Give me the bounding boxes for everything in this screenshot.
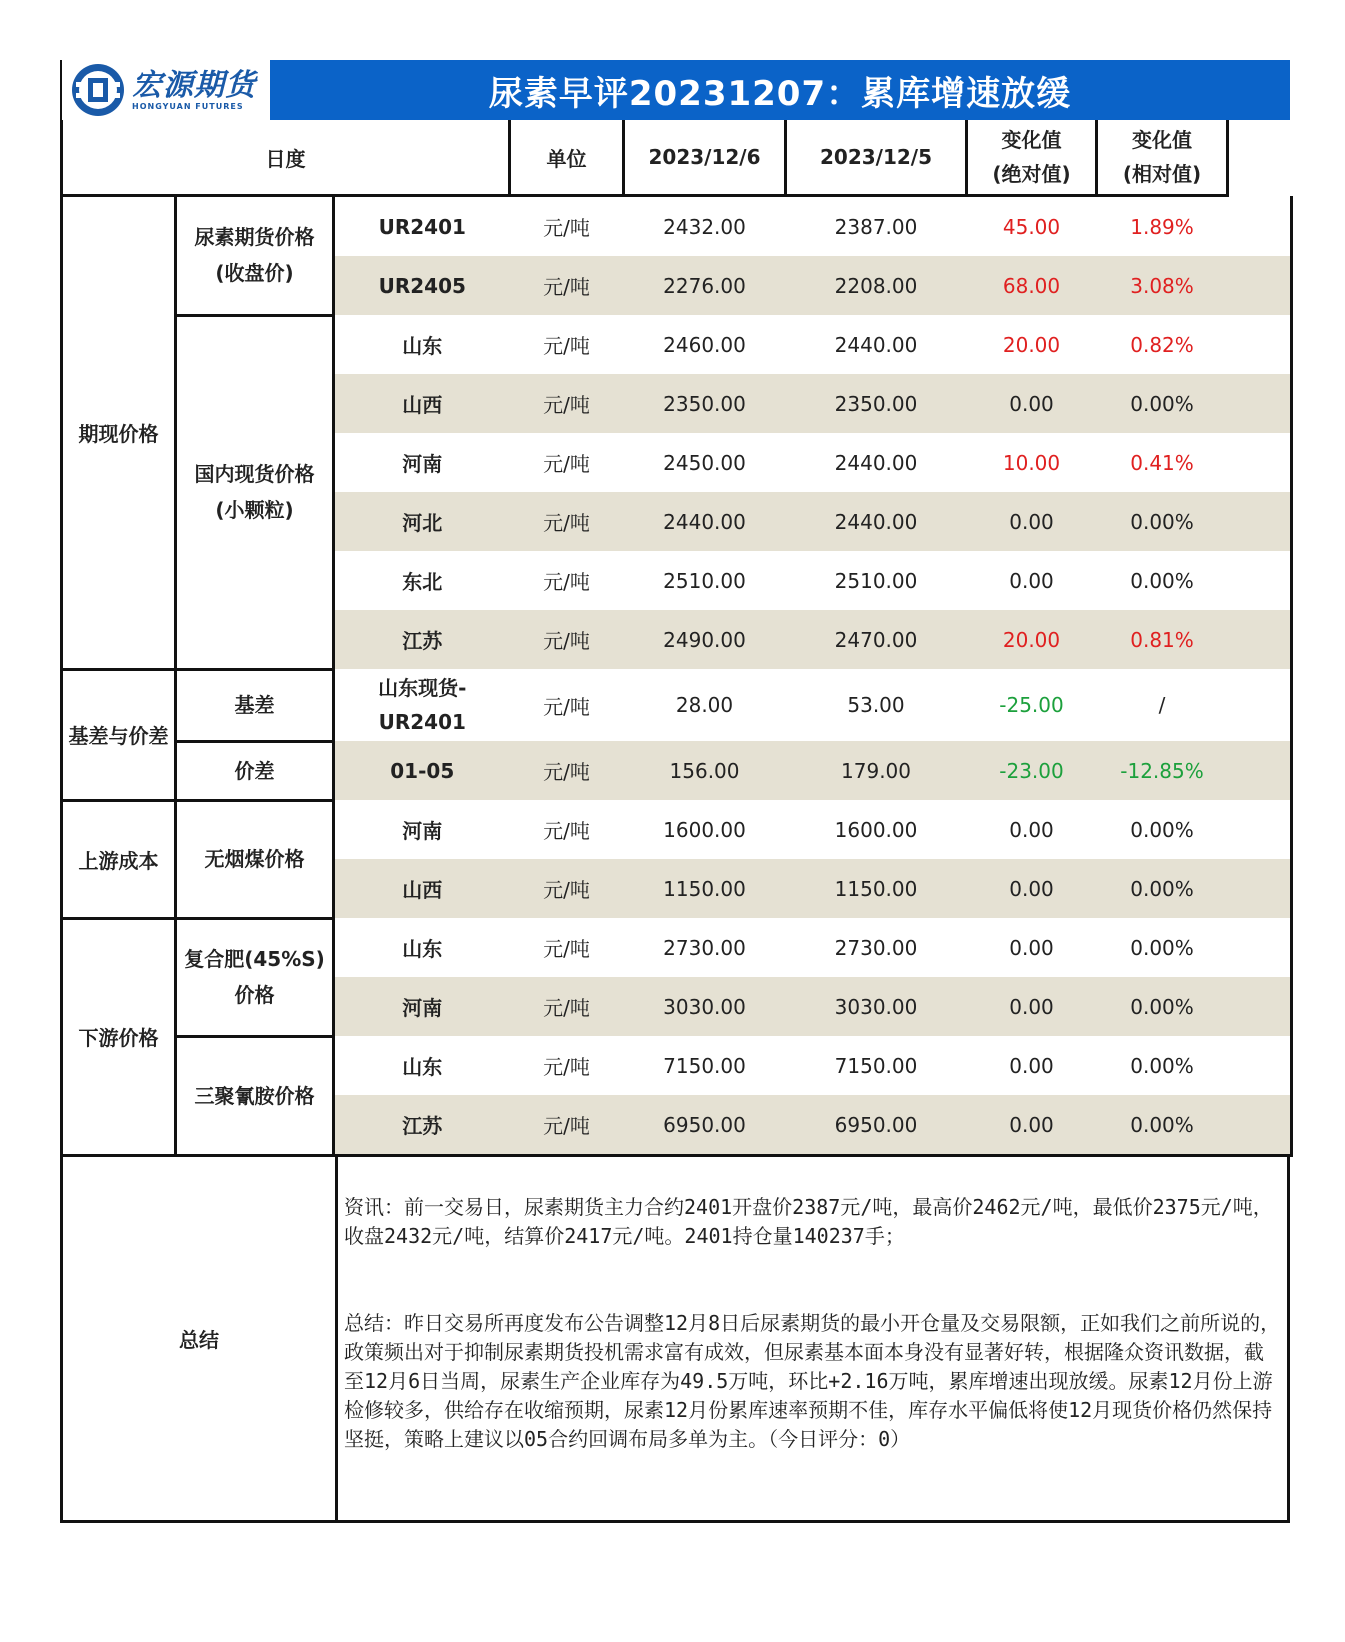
row-value-date2: 2350.00 [786, 374, 967, 433]
row-name: 河南 [334, 433, 510, 492]
row-change-rel: 0.81% [1097, 610, 1228, 669]
summary-label: 总结 [63, 1157, 338, 1520]
row-value-date1: 156.00 [624, 741, 786, 800]
row-name: UR2401 [334, 196, 510, 257]
row-pad [1228, 741, 1292, 800]
row-change-rel: 0.00% [1097, 374, 1228, 433]
row-pad [1228, 1036, 1292, 1095]
row-change-rel: 0.00% [1097, 1095, 1228, 1156]
table-row [62, 741, 1292, 800]
row-pad [1228, 196, 1292, 257]
row-pad [1228, 859, 1292, 918]
row-unit: 元/吨 [510, 859, 624, 918]
row-name: 山西 [334, 374, 510, 433]
row-unit: 元/吨 [510, 315, 624, 374]
row-value-date1: 2510.00 [624, 551, 786, 610]
row-change-rel: 1.89% [1097, 196, 1228, 257]
row-value-date2: 2387.00 [786, 196, 967, 257]
row-change-rel: 0.00% [1097, 1036, 1228, 1095]
row-change-rel: 0.00% [1097, 918, 1228, 977]
row-unit: 元/吨 [510, 374, 624, 433]
subcategory-spread: 价差 [176, 741, 334, 800]
row-unit: 元/吨 [510, 669, 624, 741]
row-value-date1: 2460.00 [624, 315, 786, 374]
row-change-rel: 0.00% [1097, 800, 1228, 859]
brand-logo [62, 60, 270, 120]
row-value-date1: 2350.00 [624, 374, 786, 433]
category-upstream: 上游成本 [62, 800, 176, 918]
row-value-date1: 2440.00 [624, 492, 786, 551]
summary-body [338, 1157, 1287, 1520]
header-banner [60, 60, 1290, 120]
table-row [62, 315, 1292, 374]
row-name: 东北 [334, 551, 510, 610]
row-unit: 元/吨 [510, 800, 624, 859]
row-unit: 元/吨 [510, 492, 624, 551]
row-name: 江苏 [334, 1095, 510, 1156]
row-change-rel: -12.85% [1097, 741, 1228, 800]
row-value-date1: 2432.00 [624, 196, 786, 257]
row-pad [1228, 918, 1292, 977]
conclusion-paragraph: 总结：昨日交易所再度发布公告调整12月8日后尿素期货的最小开仓量及交易限额，正如我们之前所说的，政策频出对于抑制尿素期货投机需求富有成效，但尿素基本面本身没有显著好转，根据隆众资讯数据，截至12月6日当周，尿素生产企业库存为49.5万吨，环比+2.16万吨，累库增速出现放缓。尿素12月份上游检修较多，供给存在收缩预期，尿素12月份累库速率预期不佳，库存水平偏低将使12月现货价格仍然保持坚挺，策略上建议以05合约回调布局多单为主。（今日评分：0） [344, 1311, 1281, 1451]
row-name: 山西 [334, 859, 510, 918]
row-unit: 元/吨 [510, 610, 624, 669]
row-name: 河北 [334, 492, 510, 551]
table-row [62, 800, 1292, 859]
row-unit: 元/吨 [510, 256, 624, 315]
row-value-date1: 6950.00 [624, 1095, 786, 1156]
row-value-date2: 1600.00 [786, 800, 967, 859]
table-row [62, 196, 1292, 257]
row-value-date2: 2440.00 [786, 492, 967, 551]
row-name: 江苏 [334, 610, 510, 669]
header-change-rel: 变化值 (相对值) [1097, 120, 1228, 196]
table-row [62, 669, 1292, 741]
row-value-date2: 7150.00 [786, 1036, 967, 1095]
row-unit: 元/吨 [510, 918, 624, 977]
header-unit: 单位 [510, 120, 624, 196]
row-unit: 元/吨 [510, 551, 624, 610]
row-unit: 元/吨 [510, 196, 624, 257]
row-name: 山东 [334, 918, 510, 977]
row-value-date2: 2730.00 [786, 918, 967, 977]
row-value-date2: 3030.00 [786, 977, 967, 1036]
row-change-abs: 0.00 [967, 859, 1097, 918]
row-change-rel: 0.41% [1097, 433, 1228, 492]
row-value-date2: 2208.00 [786, 256, 967, 315]
row-change-abs: 0.00 [967, 374, 1097, 433]
subcategory-futures: 尿素期货价格 (收盘价) [176, 196, 334, 316]
row-change-rel: 0.00% [1097, 977, 1228, 1036]
row-value-date1: 28.00 [624, 669, 786, 741]
row-pad [1228, 977, 1292, 1036]
row-name: 山东现货- UR2401 [334, 669, 510, 741]
row-value-date1: 1150.00 [624, 859, 786, 918]
row-change-rel: 3.08% [1097, 256, 1228, 315]
subcategory-compound-fertilizer: 复合肥(45%S) 价格 [176, 918, 334, 1036]
header-date2: 2023/12/5 [786, 120, 967, 196]
table-header-row [62, 120, 1292, 196]
row-unit: 元/吨 [510, 433, 624, 492]
price-table [60, 120, 1293, 1157]
row-change-abs: 0.00 [967, 551, 1097, 610]
row-name: 01-05 [334, 741, 510, 800]
row-change-abs: 68.00 [967, 256, 1097, 315]
row-pad [1228, 551, 1292, 610]
row-value-date1: 3030.00 [624, 977, 786, 1036]
row-value-date2: 2470.00 [786, 610, 967, 669]
row-change-abs: 0.00 [967, 918, 1097, 977]
news-paragraph: 资讯：前一交易日，尿素期货主力合约2401开盘价2387元/吨，最高价2462元/吨，最低价2375元/吨，收盘2432元/吨，结算价2417元/吨。2401持仓量140237手； [344, 1195, 1273, 1248]
row-value-date1: 7150.00 [624, 1036, 786, 1095]
row-change-rel: 0.82% [1097, 315, 1228, 374]
row-value-date2: 6950.00 [786, 1095, 967, 1156]
row-value-date2: 1150.00 [786, 859, 967, 918]
row-pad [1228, 433, 1292, 492]
row-value-date2: 2440.00 [786, 433, 967, 492]
company-logo-icon [70, 62, 126, 118]
row-name: 山东 [334, 1036, 510, 1095]
row-change-abs: 20.00 [967, 610, 1097, 669]
table-row [62, 1036, 1292, 1095]
subcategory-melamine: 三聚氰胺价格 [176, 1036, 334, 1156]
row-change-abs: 45.00 [967, 196, 1097, 257]
row-change-abs: 10.00 [967, 433, 1097, 492]
row-change-abs: 20.00 [967, 315, 1097, 374]
row-name: 河南 [334, 800, 510, 859]
row-change-abs: -23.00 [967, 741, 1097, 800]
row-pad [1228, 256, 1292, 315]
summary-section [60, 1157, 1290, 1523]
row-value-date2: 2510.00 [786, 551, 967, 610]
row-name: UR2405 [334, 256, 510, 315]
row-value-date1: 2450.00 [624, 433, 786, 492]
row-pad [1228, 315, 1292, 374]
row-pad [1228, 610, 1292, 669]
subcategory-coal: 无烟煤价格 [176, 800, 334, 918]
row-change-abs: 0.00 [967, 1036, 1097, 1095]
row-name: 河南 [334, 977, 510, 1036]
row-change-rel: / [1097, 669, 1228, 741]
category-basis-spread: 基差与价差 [62, 669, 176, 800]
row-change-rel: 0.00% [1097, 551, 1228, 610]
row-pad [1228, 669, 1292, 741]
title-bar [270, 60, 1290, 120]
row-change-abs: 0.00 [967, 977, 1097, 1036]
row-change-rel: 0.00% [1097, 859, 1228, 918]
row-value-date1: 2490.00 [624, 610, 786, 669]
row-pad [1228, 492, 1292, 551]
header-dimension: 日度 [62, 120, 510, 196]
subcategory-spot: 国内现货价格 (小颗粒) [176, 315, 334, 669]
row-change-rel: 0.00% [1097, 492, 1228, 551]
brand-name-cn: 宏源期货 [132, 67, 256, 103]
brand-name-en: HONGYUAN FUTURES [132, 101, 244, 111]
header-change-abs: 变化值 (绝对值) [967, 120, 1097, 196]
row-unit: 元/吨 [510, 1036, 624, 1095]
row-change-abs: 0.00 [967, 1095, 1097, 1156]
row-unit: 元/吨 [510, 741, 624, 800]
row-value-date2: 53.00 [786, 669, 967, 741]
header-date1: 2023/12/6 [624, 120, 786, 196]
row-change-abs: 0.00 [967, 800, 1097, 859]
row-value-date1: 1600.00 [624, 800, 786, 859]
row-pad [1228, 800, 1292, 859]
row-value-date2: 179.00 [786, 741, 967, 800]
row-name: 山东 [334, 315, 510, 374]
row-pad [1228, 1095, 1292, 1156]
row-value-date1: 2730.00 [624, 918, 786, 977]
row-pad [1228, 374, 1292, 433]
category-downstream: 下游价格 [62, 918, 176, 1156]
subcategory-basis: 基差 [176, 669, 334, 741]
row-unit: 元/吨 [510, 1095, 624, 1156]
header-spacer [1228, 120, 1292, 196]
report-sheet [60, 60, 1290, 1523]
row-value-date1: 2276.00 [624, 256, 786, 315]
report-title: 尿素早评20231207：累库增速放缓 [488, 73, 1072, 114]
row-change-abs: 0.00 [967, 492, 1097, 551]
table-row [62, 918, 1292, 977]
row-change-abs: -25.00 [967, 669, 1097, 741]
table-body [62, 196, 1292, 1156]
category-spot-futures: 期现价格 [62, 196, 176, 670]
row-value-date2: 2440.00 [786, 315, 967, 374]
row-unit: 元/吨 [510, 977, 624, 1036]
